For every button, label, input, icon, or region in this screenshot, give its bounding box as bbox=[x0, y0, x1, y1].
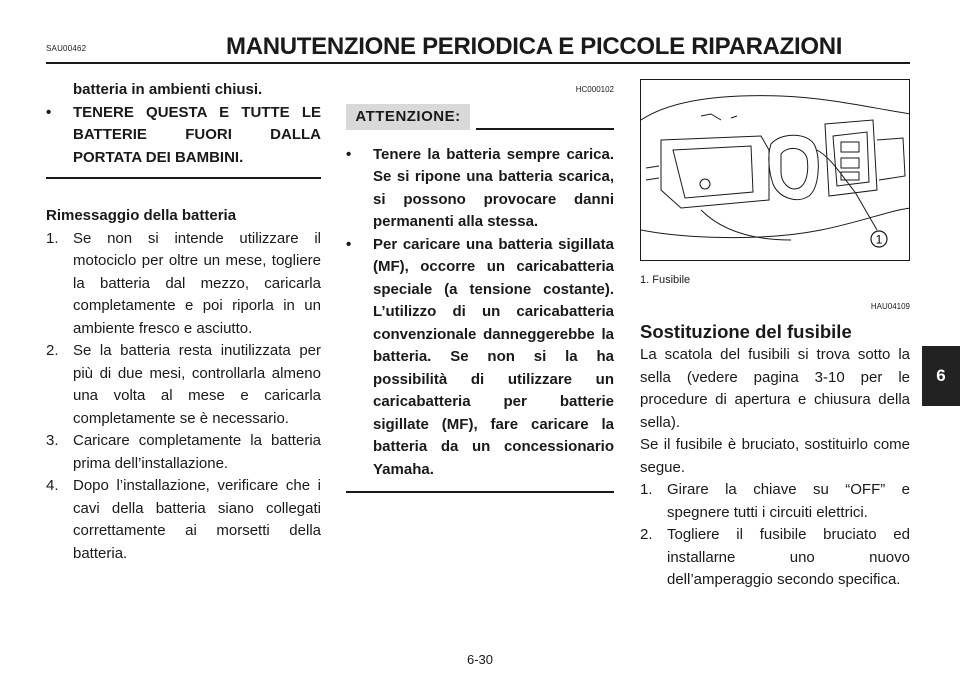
fuse-paragraph: La scatola del fusibili si trova sotto la sella (vedere pagina 3-10 per le procedure di apertura e chiusura della sella). bbox=[640, 346, 910, 431]
step-text: Se non si intende utilizzare il motociclo per oltre un mese, togliere la batteria dal mezzo, caricarla completamente e poi riporla in un ambiente fresco e asciutto. bbox=[73, 229, 321, 337]
callout-number: 1 bbox=[875, 232, 883, 247]
step-number: 3. bbox=[46, 432, 59, 449]
warning-bullet bbox=[46, 102, 321, 170]
step-number: 2. bbox=[46, 342, 59, 359]
list-item bbox=[640, 479, 910, 524]
list-item bbox=[46, 340, 321, 430]
motorcycle-seat-area-drawing bbox=[641, 80, 910, 261]
list-item bbox=[46, 228, 321, 341]
list-item bbox=[640, 524, 910, 592]
warning-continuation: batteria in ambienti chiusi. bbox=[73, 81, 263, 98]
caution-label: ATTENZIONE: bbox=[346, 104, 470, 130]
list-item bbox=[46, 430, 321, 475]
caution-bullet bbox=[346, 234, 614, 482]
caution-bullet-text: Tenere la batteria sempre carica. Se si ripone una batteria scarica, si possono provocare danni permanenti alla stessa. bbox=[373, 145, 614, 230]
caution-code: HC000102 bbox=[575, 85, 614, 94]
step-text: Girare la chiave su “OFF” e spegnere tutti i circuiti elettrici. bbox=[667, 481, 910, 521]
caution-rule bbox=[476, 128, 614, 130]
left-column bbox=[46, 79, 321, 565]
header-divider bbox=[46, 62, 910, 64]
step-text: Togliere il fusibile bruciato ed installarne uno nuovo dell’amperaggio secondo specifica. bbox=[667, 526, 910, 588]
bullet-icon: • bbox=[46, 103, 52, 121]
figure-caption: 1. Fusibile bbox=[640, 274, 691, 286]
caution-bullet bbox=[346, 144, 614, 234]
page-number: 6-30 bbox=[466, 652, 494, 667]
caution-bullet-text: Per caricare una batteria sigillata (MF), occorre un caricabatteria speciale (a tensione costante). L’utilizzo di un caricabatteria convenzionale danneggerebbe la batteria. Se non si la ha possibilità di utilizzare un caricabatteria per batterie sigillate (MF), fare caricare la batteria da un concessionario Yamaha. bbox=[373, 235, 614, 478]
page-title: MANUTENZIONE PERIODICA E PICCOLE RIPARAZIONI bbox=[226, 33, 843, 60]
step-text: Dopo l’installazione, verificare che i cavi della batteria siano collegati correttamente ai morsetti della batteria. bbox=[73, 477, 321, 562]
warning-bullet-text: TENERE QUESTA E TUTTE LE BATTERIE FUORI DALLA PORTATA DEI BAMBINI. bbox=[73, 103, 321, 166]
bullet-icon: • bbox=[346, 145, 352, 163]
chapter-tab: 6 bbox=[922, 346, 960, 406]
storage-title: Rimessaggio della batteria bbox=[46, 207, 237, 224]
caution-end-rule bbox=[346, 491, 614, 493]
step-number: 2. bbox=[640, 526, 653, 543]
step-text: Caricare completamente la batteria prima dell’installazione. bbox=[73, 432, 321, 472]
warning-end-rule bbox=[46, 177, 321, 179]
list-item bbox=[46, 475, 321, 565]
right-column bbox=[640, 79, 910, 592]
fuse-location-figure bbox=[640, 79, 910, 261]
step-number: 1. bbox=[46, 229, 59, 247]
section-code: HAU04109 bbox=[870, 301, 910, 311]
step-number: 1. bbox=[640, 481, 653, 498]
fuse-paragraph: Se il fusibile è bruciato, sostituirlo come segue. bbox=[640, 436, 910, 476]
caution-header bbox=[346, 104, 614, 136]
step-text: Se la batteria resta inutilizzata per più di due mesi, controllarla almeno una volta al mese e caricarla completamente se è necessario. bbox=[73, 342, 321, 427]
middle-column bbox=[346, 79, 614, 493]
fuse-section-title: Sostituzione del fusibile bbox=[640, 321, 852, 342]
step-number: 4. bbox=[46, 477, 59, 494]
section-code: SAU00462 bbox=[46, 44, 87, 53]
bullet-icon: • bbox=[346, 235, 352, 253]
